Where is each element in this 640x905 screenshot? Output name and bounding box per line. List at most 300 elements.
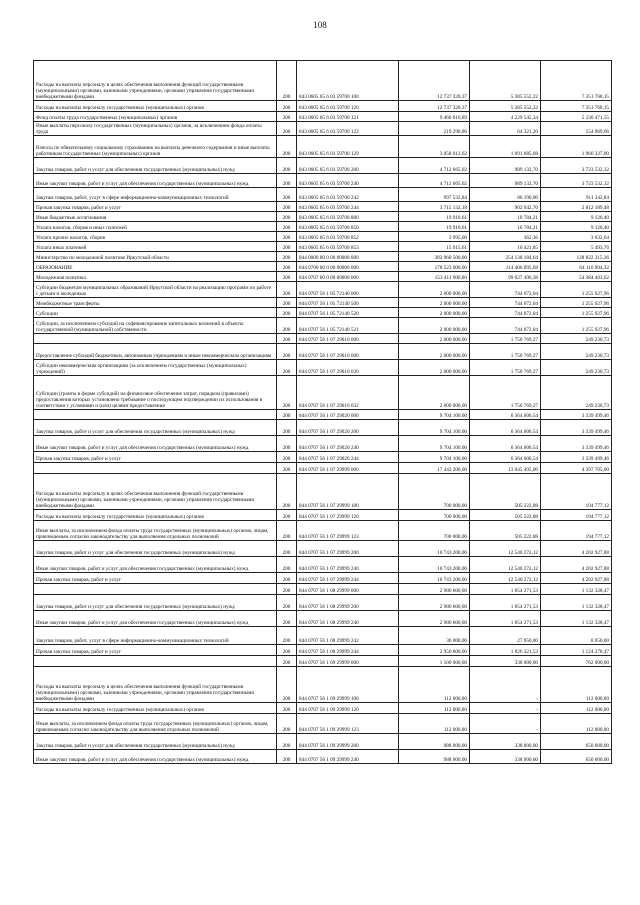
table-row (34, 714, 612, 734)
row-executed: 744 072,04 (470, 308, 541, 318)
row-approved: 2 986 600,00 (399, 584, 470, 595)
row-approved: 12 737 320,37 (399, 101, 470, 112)
row-code: 200 (277, 136, 297, 158)
row-approved: 15 915,61 (399, 242, 470, 252)
row-kbk: 843 0605 65 6 03 59700 240 (297, 174, 399, 188)
table-row (34, 252, 612, 262)
table-row (34, 750, 612, 764)
row-approved: 2 000 000,00 (399, 308, 470, 318)
row-kbk: 844 0707 56 1 08 29999 240 (297, 611, 399, 627)
row-kbk: 844 0707 56 1 09 29999 000 (297, 656, 399, 667)
row-executed: 338 000,00 (470, 734, 541, 750)
table-row (34, 360, 612, 376)
row-executed: 86 190,00 (470, 188, 541, 202)
row-kbk: 844 0707 56 1 07 29020 000 (297, 410, 399, 420)
table-row (34, 410, 612, 420)
row-approved: 219 290,86 (399, 122, 470, 136)
row-executed: 338 000,00 (470, 656, 541, 667)
row-executed: 10 421,85 (470, 242, 541, 252)
row-approved: 3 715 132,18 (399, 202, 470, 212)
row-kbk: 844 0707 56 1 07 29999 120 (297, 510, 399, 521)
row-remaining: 1 124 278,47 (541, 645, 612, 656)
row-executed: 1 750 769,27 (470, 360, 541, 376)
row-name: Иные бюджетные ассигнования (34, 212, 277, 222)
row-code: 200 (277, 212, 297, 222)
table-row (34, 272, 612, 282)
row-approved: 16 743 200,00 (399, 557, 470, 573)
row-name: Иные закупки товаров, работ и услуг для обеспечения государственных (муниципальных) нужд (34, 436, 277, 452)
row-name: Субсидии (гранты в форме субсидий) на финансовое обеспечение затрат, порядком (правилами) предоставления которых установлено требование о последующем подтверждении их использования в соответствии с условиями и (или) целями предоставления (34, 376, 277, 410)
row-executed: 12 540 272,12 (470, 573, 541, 584)
row-approved: 9 460 016,89 (399, 112, 470, 122)
table-row (34, 557, 612, 573)
table-row (34, 510, 612, 521)
row-code: 200 (277, 122, 297, 136)
row-name: Взносы по обязательному социальному страхованию на выплаты денежного содержания и иные выплаты работникам государственных (муниципальных) органов (34, 136, 277, 158)
row-kbk: 844 0707 56 1 07 29999 000 (297, 463, 399, 474)
row-kbk: 843 0605 65 6 03 59700 800 (297, 212, 399, 222)
row-remaining: 3 339 499,46 (541, 436, 612, 452)
row-kbk: 843 0605 65 6 03 59700 122 (297, 122, 399, 136)
row-approved: 9 704 100,00 (399, 436, 470, 452)
row-remaining: 8 050,00 (541, 627, 612, 645)
table-row (34, 436, 612, 452)
row-name: Прочая закупка товаров, работ и услуг (34, 645, 277, 656)
row-approved: 112 000,00 (399, 703, 470, 714)
table-row (34, 573, 612, 584)
row-code: 200 (277, 510, 297, 521)
row-remaining: 128 822 315,36 (541, 252, 612, 262)
table-row (34, 734, 612, 750)
row-executed: - (470, 703, 541, 714)
row-name: Иные выплаты, за исключением фонда оплаты труда государственных (муниципальных) органов, лицам, привлекаемым согласно законодательству для выполнения отдельных полномочий (34, 521, 277, 541)
row-kbk: 844 0707 56 1 05 72140 000 (297, 282, 399, 298)
row-code: 200 (277, 452, 297, 463)
row-remaining: 911 342,84 (541, 188, 612, 202)
row-kbk: 844 0707 56 1 07 29010 000 (297, 334, 399, 344)
row-executed: 1 854 271,53 (470, 595, 541, 611)
row-code: 200 (277, 541, 297, 557)
row-approved: 9 704 100,00 (399, 420, 470, 436)
row-kbk: 843 0605 65 6 03 59700 100 (297, 61, 399, 101)
row-remaining: 64 116 904,32 (541, 262, 612, 272)
row-code: 200 (277, 584, 297, 595)
row-approved: 178 523 000,00 (399, 262, 470, 272)
row-approved: 12 737 320,37 (399, 61, 470, 101)
row-remaining: 1 132 328,47 (541, 611, 612, 627)
row-code: 200 (277, 595, 297, 611)
table-row (34, 703, 612, 714)
row-approved: 36 000,00 (399, 627, 470, 645)
row-kbk: 843 0605 65 6 03 59700 121 (297, 112, 399, 122)
table-row (34, 318, 612, 334)
row-kbk: 844 0700 00 0 00 00000 000 (297, 262, 399, 272)
row-remaining: 1 255 927,96 (541, 282, 612, 298)
row-kbk: 844 0707 56 1 08 29999 000 (297, 584, 399, 595)
row-approved: 112 000,00 (399, 714, 470, 734)
row-name: Уплата прочих налогов, сборов (34, 232, 277, 242)
row-kbk: 844 0707 56 1 08 29999 244 (297, 645, 399, 656)
row-remaining: 1 132 328,47 (541, 584, 612, 595)
row-executed: 64 321,20 (470, 122, 541, 136)
row-executed: 4 229 545,34 (470, 112, 541, 122)
row-approved: 1 100 000,00 (399, 656, 470, 667)
row-remaining: 4 202 927,88 (541, 573, 612, 584)
row-executed: 362,36 (470, 232, 541, 242)
row-kbk: 844 0707 56 1 05 72140 520 (297, 308, 399, 318)
row-code: 200 (277, 420, 297, 436)
table-row (34, 262, 612, 272)
row-code: 200 (277, 318, 297, 334)
row-remaining: 650 000,00 (541, 734, 612, 750)
row-remaining: 1 255 927,96 (541, 308, 612, 318)
row-kbk: 844 0707 56 1 07 29020 200 (297, 420, 399, 436)
row-name: Иные закупки товаров, работ и услуг для обеспечения государственных (муниципальных) нужд (34, 750, 277, 764)
table-row (34, 656, 612, 667)
row-approved: 2 000 000,00 (399, 360, 470, 376)
row-approved: 19 910,61 (399, 212, 470, 222)
table-row (34, 308, 612, 318)
row-kbk: 843 0605 65 6 03 59700 850 (297, 222, 399, 232)
row-remaining: 4 202 927,88 (541, 541, 612, 557)
row-kbk: 843 0605 65 6 03 59700 244 (297, 202, 399, 212)
row-approved: 9 704 100,00 (399, 410, 470, 420)
row-remaining: 112 000,00 (541, 714, 612, 734)
row-kbk: 844 0707 56 1 08 29999 242 (297, 627, 399, 645)
row-kbk: 844 0707 56 1 07 29020 240 (297, 436, 399, 452)
row-remaining: 194 777,12 (541, 474, 612, 510)
row-approved: 988 000,00 (399, 734, 470, 750)
row-approved: 16 743 200,00 (399, 541, 470, 557)
row-kbk: 844 0707 56 1 09 29999 240 (297, 750, 399, 764)
row-name (34, 656, 277, 667)
table-row (34, 202, 612, 212)
row-approved: 2 950 600,00 (399, 645, 470, 656)
row-remaining: 249 230,73 (541, 360, 612, 376)
table-row (34, 101, 612, 112)
table-row (34, 595, 612, 611)
row-kbk: 844 0707 56 1 07 29010 630 (297, 360, 399, 376)
row-code: 200 (277, 252, 297, 262)
row-executed: 6 364 600,54 (470, 420, 541, 436)
row-code: 200 (277, 101, 297, 112)
row-kbk: 844 0707 56 1 07 29999 123 (297, 521, 399, 541)
row-name: Закупка товаров, работ, услуг в сфере информационно-коммуникационных технологий (34, 188, 277, 202)
row-kbk: 843 0605 65 6 03 59700 852 (297, 232, 399, 242)
row-kbk: 843 0605 65 6 03 59700 120 (297, 101, 399, 112)
row-executed: 10 784,21 (470, 212, 541, 222)
row-executed: 989 132,70 (470, 158, 541, 174)
row-executed: 505 222,88 (470, 510, 541, 521)
row-approved: 4 712 665,02 (399, 158, 470, 174)
row-executed: 1 854 271,53 (470, 584, 541, 595)
row-approved: 988 000,00 (399, 750, 470, 764)
row-name: Иные выплаты, за исключением фонда оплаты труда государственных (муниципальных) органов, лицам, привлекаемым согласно законодательству для выполнения отдельных полномочий (34, 714, 277, 734)
row-code: 200 (277, 242, 297, 252)
table-row (34, 112, 612, 122)
table-row (34, 61, 612, 101)
row-name: Иные закупки товаров, работ и услуг для обеспечения государственных (муниципальных) нужд (34, 611, 277, 627)
row-kbk: 844 0707 56 1 07 29010 600 (297, 344, 399, 360)
row-approved: 17 443 200,00 (399, 463, 470, 474)
row-remaining: 3 339 499,46 (541, 410, 612, 420)
row-approved: 2 986 600,00 (399, 595, 470, 611)
row-kbk: 844 0707 56 1 07 29020 244 (297, 452, 399, 463)
row-remaining: 3 339 499,46 (541, 420, 612, 436)
page-number: 108 (313, 20, 327, 30)
budget-execution-table (33, 60, 612, 764)
row-approved: 2 986 600,00 (399, 611, 470, 627)
row-executed: 6 364 600,54 (470, 452, 541, 463)
row-code: 200 (277, 112, 297, 122)
row-kbk: 844 0707 56 1 08 29999 200 (297, 595, 399, 611)
row-kbk: 844 0707 56 1 09 29999 200 (297, 734, 399, 750)
row-remaining: 3 723 532,32 (541, 174, 612, 188)
row-remaining: 5 493,76 (541, 242, 612, 252)
row-executed: 5 385 552,22 (470, 61, 541, 101)
row-approved: 2 000 000,00 (399, 318, 470, 334)
table-row (34, 611, 612, 627)
row-name: Закупка товаров, работ и услуг для обеспечения государственных (муниципальных) нужд (34, 595, 277, 611)
table-row (34, 174, 612, 188)
row-name: Иные закупки товаров, работ и услуг для обеспечения государственных (муниципальных) нужд (34, 174, 277, 188)
row-code: 200 (277, 436, 297, 452)
row-name: Предоставление субсидий бюджетным, автономным учреждениям и иным некоммерческим организациям (34, 344, 277, 360)
row-remaining: 249 230,73 (541, 376, 612, 410)
table-row (34, 122, 612, 136)
row-name: Закупка товаров, работ, услуг в сфере информационно-коммуникационных технологий (34, 627, 277, 645)
row-code: 200 (277, 714, 297, 734)
row-code: 200 (277, 298, 297, 308)
row-executed: 12 540 272,12 (470, 541, 541, 557)
row-executed: 989 132,70 (470, 174, 541, 188)
row-remaining: 5 230 471,55 (541, 112, 612, 122)
row-name: Закупка товаров, работ и услуг для обеспечения государственных (муниципальных) нужд (34, 420, 277, 436)
row-code: 200 (277, 463, 297, 474)
row-name: Уплата иных платежей (34, 242, 277, 252)
row-executed: - (470, 714, 541, 734)
table-row (34, 541, 612, 557)
table-row (34, 627, 612, 645)
row-remaining: 1 255 927,96 (541, 318, 612, 334)
row-code: 200 (277, 308, 297, 318)
row-remaining: 7 351 768,15 (541, 61, 612, 101)
row-code: 200 (277, 645, 297, 656)
table-row (34, 645, 612, 656)
table-body (34, 61, 612, 764)
row-executed: 6 364 600,54 (470, 410, 541, 420)
row-remaining: 4 202 927,88 (541, 557, 612, 573)
row-executed: 10 784,21 (470, 222, 541, 232)
row-executed: 1 750 769,27 (470, 334, 541, 344)
row-name: Расходы на выплаты персоналу в целях обеспечения выполнения функций государственными (муниципальными) органами, казенными учреждениями, органами управления государственными внебюджетными фондами (34, 61, 277, 101)
row-code: 200 (277, 334, 297, 344)
row-kbk: 844 0707 56 1 09 29999 123 (297, 714, 399, 734)
row-code: 200 (277, 557, 297, 573)
row-kbk: 844 0707 56 1 07 29010 632 (297, 376, 399, 410)
table-row (34, 463, 612, 474)
row-name: Субсидии, за исключением субсидий на софинансирование капитальных вложений в объекты государственной (муниципальной) собственности (34, 318, 277, 334)
row-kbk: 844 0707 56 1 07 29999 244 (297, 573, 399, 584)
row-approved: 700 000,00 (399, 474, 470, 510)
row-name: Иные закупки товаров, работ и услуг для обеспечения государственных (муниципальных) нужд (34, 557, 277, 573)
row-approved: 16 743 200,00 (399, 573, 470, 584)
row-remaining: 3 632,64 (541, 232, 612, 242)
table-row (34, 584, 612, 595)
row-name: Расходы на выплаты персоналу государственных (муниципальных) органов (34, 703, 277, 714)
table-row (34, 282, 612, 298)
row-kbk: 843 0605 65 6 03 59700 129 (297, 136, 399, 158)
row-remaining: 249 230,73 (541, 344, 612, 360)
row-kbk: 843 0605 65 6 03 59700 200 (297, 158, 399, 174)
row-approved: 4 712 665,02 (399, 174, 470, 188)
table-row (34, 188, 612, 202)
row-executed: 1 854 271,53 (470, 611, 541, 627)
table-row (34, 452, 612, 463)
row-name: Расходы на выплаты персоналу государственных (муниципальных) органов (34, 510, 277, 521)
row-remaining: 1 132 328,47 (541, 595, 612, 611)
row-code: 200 (277, 703, 297, 714)
row-name: Субсидии (34, 308, 277, 318)
row-remaining: 249 230,73 (541, 334, 612, 344)
row-executed: 338 000,00 (470, 750, 541, 764)
row-code: 200 (277, 202, 297, 212)
row-code: 200 (277, 521, 297, 541)
row-code: 200 (277, 344, 297, 360)
row-code: 200 (277, 627, 297, 645)
row-kbk: 844 0707 56 1 09 29999 120 (297, 703, 399, 714)
row-name: Межбюджетные трансферты (34, 298, 277, 308)
row-approved: 3 995,00 (399, 232, 470, 242)
row-executed: 1 750 769,27 (470, 376, 541, 410)
table-row (34, 667, 612, 703)
row-executed: 1 091 685,68 (470, 136, 541, 158)
row-code: 200 (277, 573, 297, 584)
row-remaining: 154 969,66 (541, 122, 612, 136)
row-kbk: 844 0707 56 1 09 29999 100 (297, 667, 399, 703)
row-code: 200 (277, 750, 297, 764)
row-code: 200 (277, 474, 297, 510)
row-name: Иные выплаты персоналу государственных (муниципальных) органов, за исключением фонда оплаты труда (34, 122, 277, 136)
row-remaining: 9 126,40 (541, 212, 612, 222)
row-approved: 3 058 012,62 (399, 136, 470, 158)
row-executed: 13 045 495,00 (470, 463, 541, 474)
table-row (34, 158, 612, 174)
row-approved: 2 000 000,00 (399, 282, 470, 298)
row-name: Закупка товаров, работ и услуг для обеспечения государственных (муниципальных) нужд (34, 158, 277, 174)
row-remaining: 1 966 327,00 (541, 136, 612, 158)
row-name: Субсидии бюджетам муниципальных образований Иркутской области на реализацию программ по работе с детьми и молодежью (34, 282, 277, 298)
row-code: 200 (277, 262, 297, 272)
row-code: 200 (277, 667, 297, 703)
row-name: Закупка товаров, работ и услуг для обеспечения государственных (муниципальных) нужд (34, 734, 277, 750)
row-code: 200 (277, 360, 297, 376)
row-name: Фонд оплаты труда государственных (муниципальных) органов (34, 112, 277, 122)
row-kbk: 844 0707 56 1 05 72140 500 (297, 298, 399, 308)
row-kbk: 844 0707 56 1 07 29999 100 (297, 474, 399, 510)
row-kbk: 844 0707 00 0 00 00000 000 (297, 272, 399, 282)
row-code: 200 (277, 656, 297, 667)
row-code: 200 (277, 174, 297, 188)
row-executed: 505 222,88 (470, 521, 541, 541)
table-row (34, 420, 612, 436)
row-executed: 12 540 272,12 (470, 557, 541, 573)
row-approved: 112 000,00 (399, 667, 470, 703)
row-remaining: 1 255 927,96 (541, 298, 612, 308)
row-approved: 2 000 000,00 (399, 344, 470, 360)
row-remaining: 194 777,12 (541, 510, 612, 521)
row-remaining: 112 000,00 (541, 703, 612, 714)
row-name (34, 584, 277, 595)
row-code: 200 (277, 158, 297, 174)
table-row (34, 298, 612, 308)
row-remaining: 194 777,12 (541, 521, 612, 541)
table-row (34, 334, 612, 344)
row-code: 200 (277, 61, 297, 101)
row-approved: 19 910,61 (399, 222, 470, 232)
row-code: 200 (277, 188, 297, 202)
row-name: Расходы на выплаты персоналу в целях обеспечения выполнения функций государственными (муниципальными) органами, казенными учреждениями, органами управления государственными внебюджетными фондами (34, 667, 277, 703)
row-approved: 700 000,00 (399, 510, 470, 521)
row-approved: 700 000,00 (399, 521, 470, 541)
row-name: Закупка товаров, работ и услуг для обеспечения государственных (муниципальных) нужд (34, 541, 277, 557)
row-executed: 505 222,88 (470, 474, 541, 510)
row-remaining: 650 000,00 (541, 750, 612, 764)
row-approved: 2 000 000,00 (399, 376, 470, 410)
row-executed: 5 385 552,22 (470, 101, 541, 112)
row-executed: 27 950,00 (470, 627, 541, 645)
row-approved: 2 000 000,00 (399, 298, 470, 308)
row-kbk: 843 0605 65 6 03 59700 242 (297, 188, 399, 202)
row-code: 200 (277, 272, 297, 282)
table-row (34, 376, 612, 410)
row-remaining: 9 126,40 (541, 222, 612, 232)
row-name: Расходы на выплаты персоналу в целях обеспечения выполнения функций государственными (муниципальными) органами, казенными учреждениями, органами управления государственными внебюджетными фондами (34, 474, 277, 510)
row-executed: 1 826 321,53 (470, 645, 541, 656)
row-approved: 153 411 900,00 (399, 272, 470, 282)
row-code: 200 (277, 232, 297, 242)
row-executed: 114 406 095,68 (470, 262, 541, 272)
row-code: 200 (277, 282, 297, 298)
row-executed: 744 072,04 (470, 298, 541, 308)
row-approved: 382 960 500,00 (399, 252, 470, 262)
row-kbk: 843 0605 65 6 03 59700 853 (297, 242, 399, 252)
row-executed: 99 027 496,38 (470, 272, 541, 282)
row-approved: 9 704 100,00 (399, 452, 470, 463)
row-name: Уплата налогов, сборов и иных платежей (34, 222, 277, 232)
table-row (34, 344, 612, 360)
row-kbk: 844 0707 56 1 05 72140 521 (297, 318, 399, 334)
row-name (34, 463, 277, 474)
row-remaining: 54 384 403,62 (541, 272, 612, 282)
table-row (34, 521, 612, 541)
row-remaining: 2 812 189,48 (541, 202, 612, 212)
row-approved: 2 000 000,00 (399, 334, 470, 344)
row-name: Молодежная политика (34, 272, 277, 282)
row-name: Прочая закупка товаров, работ и услуг (34, 573, 277, 584)
row-remaining: 4 397 705,00 (541, 463, 612, 474)
row-remaining: 3 339 499,46 (541, 452, 612, 463)
row-code: 200 (277, 611, 297, 627)
table-row (34, 474, 612, 510)
row-executed: 744 072,04 (470, 318, 541, 334)
table-row (34, 212, 612, 222)
row-executed: 254 138 184,64 (470, 252, 541, 262)
row-kbk: 844 0000 00 0 00 00000 000 (297, 252, 399, 262)
row-name: Министерство по молодежной политике Иркутской области (34, 252, 277, 262)
row-approved: 997 532,84 (399, 188, 470, 202)
row-executed: 6 364 600,54 (470, 436, 541, 452)
